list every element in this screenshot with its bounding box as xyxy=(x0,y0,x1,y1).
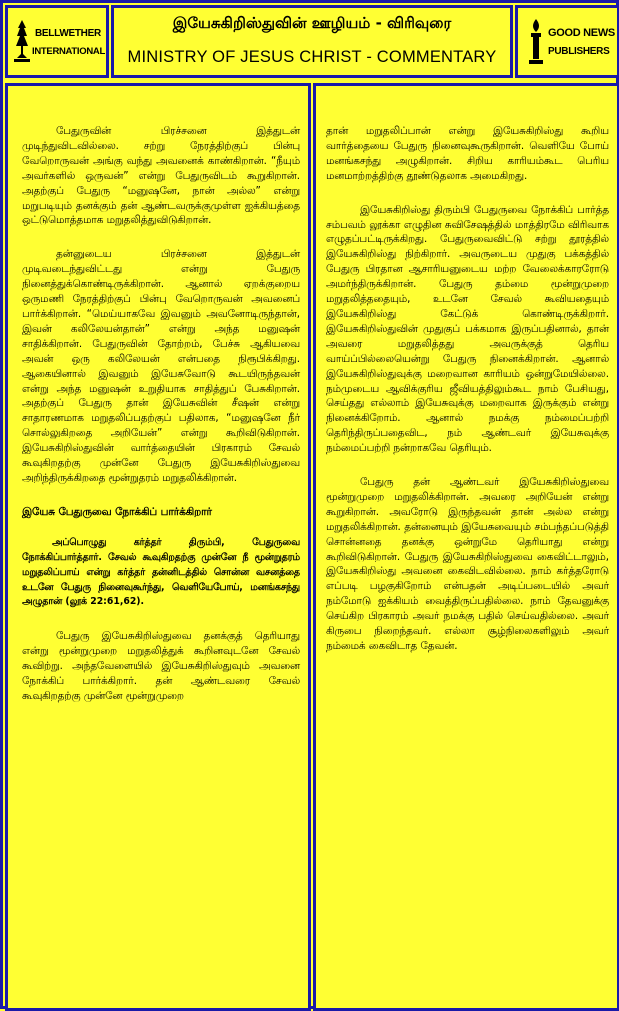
title-tamil: இயேசுகிறிஸ்துவின் ஊழியம் - விரிவுரை xyxy=(172,14,452,32)
paragraph: தன்னுடைய பிரச்சனை இத்துடன் முடிவடைந்துவிட்டது என்று பேதுரு நினைத்துக்கொண்டிருக்கிறான். ஆனால் ஏறக்குறைய ஒருமணி நேரத்திற்குப் பின்பு வேறொருவன் அவனைப் பார்க்கிறான். “மெய்யாகவே இவனும் அவனோடிருந்தான், இவன் கலிலேயன்தான்” என்று அந்த மனுஷன் சாதிக்கிறான். பேதுருவின் தோற்றம், பேச்சு ஆகியவை அவன் ஒரு கலிலேயன் என்பதை நிரூபிக்கிறது. ஆகையினால் இவனும் இயேசுவோடு கூடயிருந்தவன் என்று அந்த மனுஷன் உறுதியாக சாதித்துப் பேசுகிறான். அதற்குப் பேதுரு தான் இயேசுவின் சீஷன் என்று சாதாரணமாக மறுதலிப்பதற்குப் பதிலாக, “மனுஷனே நீர் சொல்லுகிறதை அறியேன்” என்று கூறிவிடுகிறான். இயேசுகிறிஸ்துவின் வார்த்தையின் பிரகாரம் சேவல் கூவுகிறதற்கு முன்னே பேதுரு இயேசுகிறிஸ்துவை அறிந்திருக்கிறதை மூன்றுதரம் மறுதலிக்கிறான். xyxy=(22,248,300,484)
logo-line2: PUBLISHERS xyxy=(548,46,610,57)
logo-line1: GOOD NEWS xyxy=(548,27,615,39)
paragraph: தான் மறுதலிப்பான் என்று இயேசுகிறிஸ்து கூறிய வார்த்தையை பேதுரு நினைவுகூருகிறான். வெளியே போய் மனங்கசந்து அழுகிறான். சிறிய காரியம்கூட பெரிய மனமாற்றத்திற்கு தூண்டுதலாக அமைகிறது. xyxy=(326,125,609,182)
section-heading: இயேசு பேதுருவை நோக்கிப் பார்க்கிறார் xyxy=(22,505,212,518)
torch-icon xyxy=(528,18,544,66)
good-news-logo xyxy=(515,5,619,78)
header xyxy=(3,3,619,81)
title-box xyxy=(111,5,513,78)
paragraph: பேதுரு இயேசுகிறிஸ்துவை தனக்குத் தெரியாது என்று மூன்றுமுறை மறுதலித்துக் கூறினவுடனே சேவல் கூவிற்று. அந்தவேளையில் இயேசுகிறிஸ்துவும் அவனை நோக்கிப் பார்க்கிறார். தன் ஆண்டவரை சேவல் கூவுகிறதற்கு முன்னே மூன்றுமுறை xyxy=(22,630,300,702)
paragraph: பேதுருவின் பிரச்சனை இத்துடன் முடிந்துவிடவில்லை. சற்று நேரத்திற்குப் பின்பு வேறொருவன் அங்கு வந்து அவனைக் காண்கிறான். “நீயும் அவர்களில் ஒருவன்” என்று பேதுருவிடம் கூறுகிறான். அதற்குப் பேதுரு “மனுஷனே, நான் அல்ல” என்று மறுபடியும் தனக்கும் தன் ஆண்டவருக்குமுள்ள ஐக்கியத்தை ஒட்டுமொத்தமாக மறுதலித்துவிடுகிறான். xyxy=(22,125,300,227)
title-english: MINISTRY OF JESUS CHRIST - COMMENTARY xyxy=(127,48,497,66)
left-column-text xyxy=(22,124,300,723)
logo-line1: BELLWETHER xyxy=(35,28,101,39)
paragraph: இயேசுகிறிஸ்து திரும்பி பேதுருவை நோக்கிப் பார்த்த சம்பவம் லூக்கா எழுதின சுவிசேஷத்தில் மாத்திரமே விரிவாக எழுதப்பட்டிருக்கிறது. பேதுருவைவிட்டு சற்று தூரத்தில் இயேசுகிறிஸ்து நிற்கிறார். அவருடைய முதுகு பக்கத்தில் பேதுரு பிரதான ஆசாரியனுடைய மற்ற வேலைக்காரரோடு அமர்ந்திருக்கிறான். பேதுரு தம்மை மூன்றுமுறை மறுதலித்ததையும், உடனே சேவல் கூவியதையும் இயேசுகிறிஸ்து கேட்டுக் கொண்டிருக்கிறார். இயேசுகிறிஸ்துவின் முதுகுப் பக்கமாக இருப்பதினால், தான் அவரை மறுதலித்தது அவருக்குத் தெரிய வாய்ப்பில்லையென்று பேதுரு நினைக்கிறான். ஆனால் இயேசுகிறிஸ்துவுக்கு மறைவான காரியம் ஒன்றுமேயில்லை. நம்முடைய ஆவிக்குரிய ஜீவியத்திலும்கூட நாம் பேசியது, செய்தது எல்லாம் இயேசுவுக்கு மறைவாக இருக்கும் என்று நினைக்கிறோம். ஆனால் நமக்கு நம்மைப்பற்றி தெரிந்திருப்பதைவிட, நம் ஆண்டவர் இயேசுவுக்கு நம்மைப்பற்றி நன்றாகவே தெரியும். xyxy=(326,203,609,455)
left-column xyxy=(5,83,311,1011)
sheep-bell-icon xyxy=(12,18,32,64)
scripture-quote: அப்பொழுது கர்த்தர் திரும்பி, பேதுருவை நோக்கிப்பார்த்தார். சேவல் கூவுகிறதற்கு முன்னே நீ மூன்றுதரம் மறுதலிப்பாய் என்று கர்த்தர் தன்னிடத்தில் சொன்ன வசனத்தை உடனே பேதுரு நினைவுகூர்ந்து, வெளியேபோய், மனங்கசந்து அழுதான் (லூக் 22:61,62). xyxy=(22,536,300,608)
paragraph: பேதுரு தன் ஆண்டவர் இயேசுகிறிஸ்துவை மூன்றுமுறை மறுதலிக்கிறான். அவரை அறியேன் என்று கூறுகிறான். அவரோடு இருந்தவன் தான் அல்ல என்று மறுதலிக்கிறான். தன்னையும் இயேசுவையும் சம்பந்தப்படுத்தி சொன்னதை தனக்கு ஒன்றுமே தெரியாது என்று கூறிவிடுகிறான். பேதுரு இயேசுகிறிஸ்துவை கைவிட்டாலும், இயேசுகிறிஸ்து அவனை கைவிடவில்லை. நாம் கர்த்தரோடு எப்படி பழகுகிறோம் என்பதன் அடிப்படையில் அவர் நம்மோடு ஐக்கியம் வைத்திருப்பதில்லை. நாம் தேவனுக்கு செய்கிற பிரகாரம் அவர் நமக்கு பதில் செய்வதில்லை. அவர் கிருபை நிறைந்தவர். எல்லா சூழ்நிலைகளிலும் அவர் நம்மைக் கைவிடாத தேவன். xyxy=(326,476,609,652)
bellwether-logo xyxy=(5,5,109,78)
right-column xyxy=(313,83,619,1011)
right-column-text xyxy=(326,124,609,673)
logo-line2: INTERNATIONAL xyxy=(32,46,105,57)
